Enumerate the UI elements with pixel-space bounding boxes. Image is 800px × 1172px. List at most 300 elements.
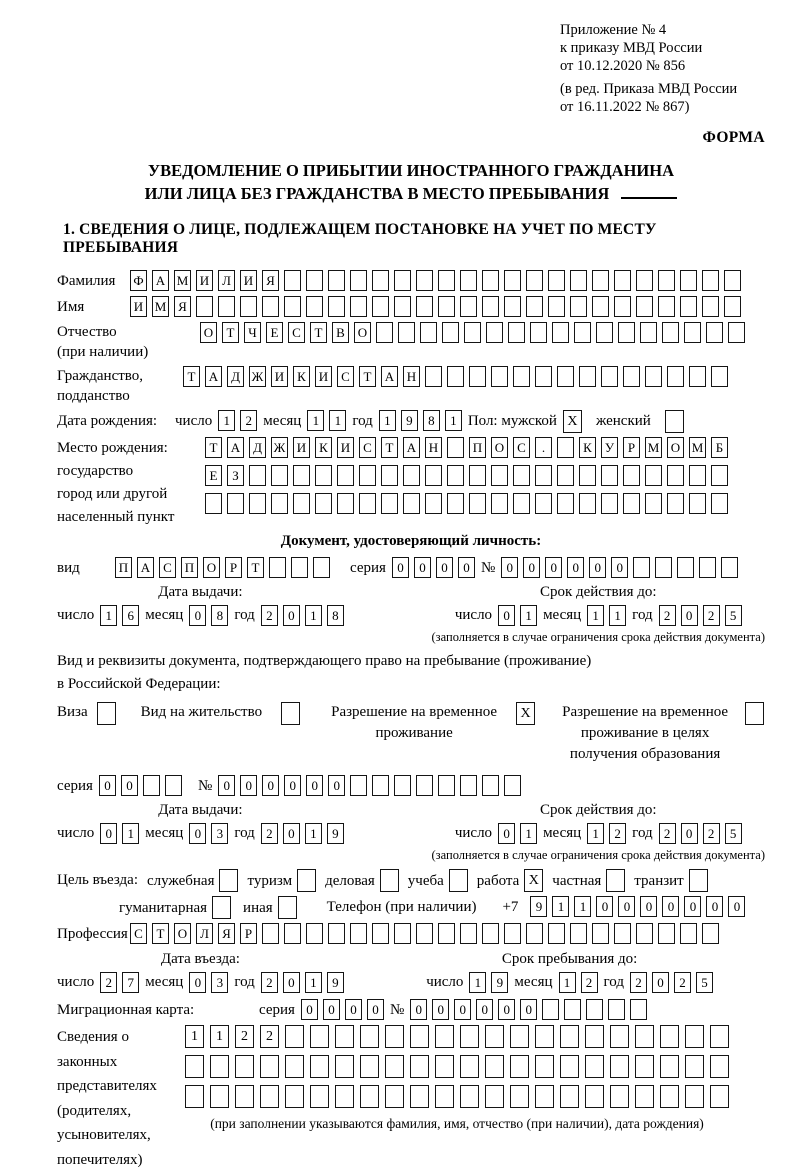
char-cell[interactable] — [438, 775, 455, 796]
char-cell[interactable] — [394, 296, 411, 317]
char-cell[interactable]: Т — [359, 366, 376, 387]
char-cell[interactable] — [667, 465, 684, 486]
char-cell[interactable] — [482, 923, 499, 944]
citizenship-cells[interactable] — [183, 366, 728, 387]
char-cell[interactable] — [660, 1055, 679, 1078]
char-cell[interactable] — [535, 1085, 554, 1108]
char-cell[interactable] — [560, 1085, 579, 1108]
char-cell[interactable] — [560, 1055, 579, 1078]
expiry-day-cells[interactable] — [498, 605, 537, 626]
char-cell[interactable] — [614, 270, 631, 291]
char-cell[interactable] — [504, 270, 521, 291]
char-cell[interactable]: 9 — [327, 972, 344, 993]
char-cell[interactable] — [658, 296, 675, 317]
char-cell[interactable] — [585, 1025, 604, 1048]
char-cell[interactable] — [542, 999, 559, 1020]
char-cell[interactable]: Н — [425, 437, 442, 458]
char-cell[interactable] — [442, 322, 459, 343]
char-cell[interactable]: 0 — [520, 999, 537, 1020]
char-cell[interactable] — [313, 557, 330, 578]
entry-year-cells[interactable] — [261, 972, 344, 993]
char-cell[interactable] — [482, 296, 499, 317]
expiry-year-cells[interactable] — [659, 605, 742, 626]
char-cell[interactable] — [585, 1085, 604, 1108]
char-cell[interactable] — [372, 270, 389, 291]
char-cell[interactable]: П — [115, 557, 132, 578]
char-cell[interactable] — [610, 1055, 629, 1078]
char-cell[interactable]: К — [315, 437, 332, 458]
char-cell[interactable]: З — [227, 465, 244, 486]
char-cell[interactable]: 0 — [436, 557, 453, 578]
char-cell[interactable] — [635, 1055, 654, 1078]
char-cell[interactable] — [510, 1025, 529, 1048]
char-cell[interactable]: 1 — [305, 605, 322, 626]
char-cell[interactable] — [570, 923, 587, 944]
char-cell[interactable]: 1 — [305, 972, 322, 993]
char-cell[interactable]: 0 — [498, 605, 515, 626]
char-cell[interactable]: 9 — [401, 410, 418, 431]
residence-expiry-day-cells[interactable] — [498, 823, 537, 844]
char-cell[interactable] — [610, 1085, 629, 1108]
residence-expiry-month-cells[interactable] — [587, 823, 626, 844]
char-cell[interactable] — [335, 1055, 354, 1078]
purpose-study-checkbox[interactable] — [449, 869, 468, 892]
char-cell[interactable] — [660, 1025, 679, 1048]
char-cell[interactable]: 0 — [410, 999, 427, 1020]
char-cell[interactable]: 0 — [454, 999, 471, 1020]
char-cell[interactable] — [485, 1025, 504, 1048]
char-cell[interactable]: С — [337, 366, 354, 387]
char-cell[interactable] — [513, 493, 530, 514]
char-cell[interactable]: X — [563, 410, 582, 433]
char-cell[interactable] — [552, 322, 569, 343]
char-cell[interactable] — [281, 702, 300, 725]
char-cell[interactable]: 1 — [210, 1025, 229, 1048]
char-cell[interactable]: А — [205, 366, 222, 387]
char-cell[interactable] — [579, 465, 596, 486]
char-cell[interactable] — [260, 1085, 279, 1108]
purpose-business-checkbox[interactable] — [380, 869, 399, 892]
char-cell[interactable] — [235, 1085, 254, 1108]
char-cell[interactable] — [218, 296, 235, 317]
char-cell[interactable]: И — [315, 366, 332, 387]
char-cell[interactable]: Т — [183, 366, 200, 387]
char-cell[interactable] — [359, 465, 376, 486]
char-cell[interactable] — [394, 775, 411, 796]
char-cell[interactable] — [636, 923, 653, 944]
char-cell[interactable]: 9 — [327, 823, 344, 844]
char-cell[interactable]: X — [516, 702, 535, 725]
char-cell[interactable]: Ч — [244, 322, 261, 343]
char-cell[interactable] — [585, 1055, 604, 1078]
char-cell[interactable]: 2 — [581, 972, 598, 993]
char-cell[interactable] — [606, 869, 625, 892]
char-cell[interactable]: 2 — [100, 972, 117, 993]
char-cell[interactable] — [360, 1025, 379, 1048]
char-cell[interactable] — [560, 1025, 579, 1048]
char-cell[interactable]: И — [196, 270, 213, 291]
char-cell[interactable]: X — [524, 869, 543, 892]
char-cell[interactable]: 0 — [392, 557, 409, 578]
char-cell[interactable] — [416, 923, 433, 944]
char-cell[interactable] — [535, 366, 552, 387]
char-cell[interactable] — [526, 270, 543, 291]
char-cell[interactable] — [328, 270, 345, 291]
char-cell[interactable] — [425, 493, 442, 514]
char-cell[interactable] — [460, 1055, 479, 1078]
birth-month-cells[interactable] — [307, 410, 346, 431]
char-cell[interactable] — [689, 465, 706, 486]
char-cell[interactable]: 1 — [379, 410, 396, 431]
birth-year-cells[interactable] — [379, 410, 462, 431]
char-cell[interactable] — [416, 775, 433, 796]
char-cell[interactable]: С — [159, 557, 176, 578]
char-cell[interactable]: 1 — [122, 823, 139, 844]
char-cell[interactable]: 0 — [501, 557, 518, 578]
char-cell[interactable] — [702, 296, 719, 317]
birth-place-row3[interactable] — [205, 493, 728, 514]
char-cell[interactable] — [711, 493, 728, 514]
char-cell[interactable] — [482, 270, 499, 291]
char-cell[interactable] — [486, 322, 503, 343]
char-cell[interactable] — [359, 493, 376, 514]
char-cell[interactable] — [335, 1085, 354, 1108]
char-cell[interactable]: 0 — [189, 823, 206, 844]
char-cell[interactable]: 5 — [696, 972, 713, 993]
char-cell[interactable] — [210, 1085, 229, 1108]
char-cell[interactable]: 2 — [674, 972, 691, 993]
char-cell[interactable]: И — [337, 437, 354, 458]
char-cell[interactable] — [592, 296, 609, 317]
char-cell[interactable]: 1 — [587, 605, 604, 626]
char-cell[interactable]: 0 — [498, 999, 515, 1020]
char-cell[interactable] — [284, 296, 301, 317]
char-cell[interactable] — [262, 923, 279, 944]
char-cell[interactable] — [469, 493, 486, 514]
char-cell[interactable]: 1 — [305, 823, 322, 844]
char-cell[interactable]: О — [203, 557, 220, 578]
char-cell[interactable]: 0 — [99, 775, 116, 796]
char-cell[interactable]: М — [645, 437, 662, 458]
char-cell[interactable]: 1 — [218, 410, 235, 431]
char-cell[interactable]: С — [359, 437, 376, 458]
female-checkbox[interactable] — [665, 410, 684, 433]
char-cell[interactable]: Я — [262, 270, 279, 291]
stay-day-cells[interactable] — [469, 972, 508, 993]
char-cell[interactable] — [721, 557, 738, 578]
char-cell[interactable]: А — [152, 270, 169, 291]
purpose-tourism-checkbox[interactable] — [297, 869, 316, 892]
char-cell[interactable]: 0 — [523, 557, 540, 578]
char-cell[interactable] — [460, 1025, 479, 1048]
char-cell[interactable] — [447, 493, 464, 514]
char-cell[interactable]: 2 — [261, 823, 278, 844]
char-cell[interactable] — [610, 1025, 629, 1048]
char-cell[interactable]: 2 — [659, 823, 676, 844]
char-cell[interactable]: 0 — [367, 999, 384, 1020]
char-cell[interactable] — [504, 296, 521, 317]
char-cell[interactable] — [328, 923, 345, 944]
char-cell[interactable] — [635, 1085, 654, 1108]
char-cell[interactable] — [601, 493, 618, 514]
char-cell[interactable]: 0 — [283, 972, 300, 993]
char-cell[interactable]: . — [535, 437, 552, 458]
char-cell[interactable] — [425, 366, 442, 387]
char-cell[interactable]: 0 — [728, 896, 745, 917]
char-cell[interactable]: 2 — [240, 410, 257, 431]
char-cell[interactable] — [416, 296, 433, 317]
char-cell[interactable] — [416, 270, 433, 291]
char-cell[interactable] — [645, 493, 662, 514]
char-cell[interactable]: 1 — [445, 410, 462, 431]
char-cell[interactable]: 1 — [100, 605, 117, 626]
char-cell[interactable] — [271, 465, 288, 486]
char-cell[interactable] — [485, 1085, 504, 1108]
char-cell[interactable] — [623, 493, 640, 514]
char-cell[interactable] — [535, 465, 552, 486]
migration-series-cells[interactable] — [301, 999, 384, 1020]
char-cell[interactable]: 0 — [218, 775, 235, 796]
char-cell[interactable]: 1 — [307, 410, 324, 431]
char-cell[interactable]: 1 — [520, 605, 537, 626]
char-cell[interactable] — [385, 1085, 404, 1108]
char-cell[interactable]: 0 — [414, 557, 431, 578]
char-cell[interactable] — [557, 465, 574, 486]
char-cell[interactable]: Е — [266, 322, 283, 343]
char-cell[interactable]: Ж — [271, 437, 288, 458]
char-cell[interactable]: 8 — [423, 410, 440, 431]
entry-day-cells[interactable] — [100, 972, 139, 993]
char-cell[interactable]: 0 — [432, 999, 449, 1020]
char-cell[interactable]: 0 — [476, 999, 493, 1020]
char-cell[interactable] — [310, 1055, 329, 1078]
char-cell[interactable]: Ж — [249, 366, 266, 387]
residence-series-cells[interactable] — [99, 775, 182, 796]
char-cell[interactable]: 1 — [559, 972, 576, 993]
char-cell[interactable]: О — [200, 322, 217, 343]
char-cell[interactable] — [660, 1085, 679, 1108]
purpose-other-checkbox[interactable] — [278, 896, 297, 919]
char-cell[interactable]: 0 — [189, 972, 206, 993]
char-cell[interactable]: 0 — [328, 775, 345, 796]
doc-number-cells[interactable] — [501, 557, 738, 578]
char-cell[interactable]: К — [579, 437, 596, 458]
char-cell[interactable] — [185, 1055, 204, 1078]
char-cell[interactable] — [210, 1055, 229, 1078]
char-cell[interactable] — [592, 270, 609, 291]
migration-number-cells[interactable] — [410, 999, 647, 1020]
char-cell[interactable]: 1 — [609, 605, 626, 626]
purpose-private-checkbox[interactable] — [606, 869, 625, 892]
char-cell[interactable] — [526, 923, 543, 944]
representatives-row2[interactable] — [185, 1055, 729, 1078]
char-cell[interactable] — [449, 869, 468, 892]
char-cell[interactable]: 2 — [703, 605, 720, 626]
char-cell[interactable] — [633, 557, 650, 578]
char-cell[interactable]: 0 — [545, 557, 562, 578]
char-cell[interactable]: 0 — [189, 605, 206, 626]
char-cell[interactable] — [372, 296, 389, 317]
stay-year-cells[interactable] — [630, 972, 713, 993]
char-cell[interactable]: 2 — [261, 972, 278, 993]
char-cell[interactable] — [491, 493, 508, 514]
char-cell[interactable] — [381, 465, 398, 486]
char-cell[interactable] — [262, 296, 279, 317]
char-cell[interactable] — [403, 465, 420, 486]
residence-permit-checkbox[interactable] — [281, 702, 300, 725]
doc-type-cells[interactable] — [115, 557, 330, 578]
char-cell[interactable] — [662, 322, 679, 343]
char-cell[interactable]: 7 — [122, 972, 139, 993]
char-cell[interactable]: 0 — [301, 999, 318, 1020]
char-cell[interactable] — [702, 923, 719, 944]
char-cell[interactable]: 0 — [706, 896, 723, 917]
purpose-humanitarian-checkbox[interactable] — [212, 896, 231, 919]
char-cell[interactable] — [196, 296, 213, 317]
char-cell[interactable]: 0 — [100, 823, 117, 844]
char-cell[interactable]: Л — [196, 923, 213, 944]
char-cell[interactable] — [360, 1055, 379, 1078]
char-cell[interactable]: С — [130, 923, 147, 944]
char-cell[interactable]: 0 — [262, 775, 279, 796]
char-cell[interactable]: Е — [205, 465, 222, 486]
char-cell[interactable]: А — [227, 437, 244, 458]
char-cell[interactable]: 0 — [652, 972, 669, 993]
char-cell[interactable] — [435, 1085, 454, 1108]
char-cell[interactable] — [447, 437, 464, 458]
char-cell[interactable] — [482, 775, 499, 796]
char-cell[interactable] — [491, 366, 508, 387]
char-cell[interactable] — [677, 557, 694, 578]
char-cell[interactable]: Р — [240, 923, 257, 944]
char-cell[interactable] — [608, 999, 625, 1020]
char-cell[interactable]: 2 — [703, 823, 720, 844]
char-cell[interactable] — [297, 869, 316, 892]
edu-permit-checkbox[interactable] — [745, 702, 764, 725]
char-cell[interactable] — [586, 999, 603, 1020]
char-cell[interactable]: 0 — [662, 896, 679, 917]
char-cell[interactable] — [614, 923, 631, 944]
char-cell[interactable] — [425, 465, 442, 486]
char-cell[interactable] — [636, 270, 653, 291]
representatives-row3[interactable] — [185, 1085, 729, 1108]
char-cell[interactable] — [249, 493, 266, 514]
phone-cells[interactable] — [530, 896, 745, 917]
char-cell[interactable] — [710, 1025, 729, 1048]
char-cell[interactable]: 0 — [458, 557, 475, 578]
expiry-month-cells[interactable] — [587, 605, 626, 626]
char-cell[interactable]: 9 — [491, 972, 508, 993]
char-cell[interactable] — [271, 493, 288, 514]
char-cell[interactable] — [630, 999, 647, 1020]
char-cell[interactable] — [249, 465, 266, 486]
char-cell[interactable]: 1 — [469, 972, 486, 993]
char-cell[interactable]: 0 — [684, 896, 701, 917]
char-cell[interactable] — [685, 1085, 704, 1108]
char-cell[interactable] — [380, 869, 399, 892]
char-cell[interactable] — [513, 465, 530, 486]
char-cell[interactable]: О — [354, 322, 371, 343]
char-cell[interactable]: 0 — [618, 896, 635, 917]
char-cell[interactable] — [635, 1025, 654, 1048]
representatives-row1[interactable] — [185, 1025, 729, 1048]
surname-cells[interactable] — [130, 270, 741, 291]
char-cell[interactable] — [315, 465, 332, 486]
char-cell[interactable]: 8 — [211, 605, 228, 626]
char-cell[interactable]: А — [381, 366, 398, 387]
char-cell[interactable] — [535, 1055, 554, 1078]
residence-number-cells[interactable] — [218, 775, 521, 796]
char-cell[interactable] — [469, 465, 486, 486]
char-cell[interactable] — [438, 296, 455, 317]
char-cell[interactable] — [205, 493, 222, 514]
char-cell[interactable] — [360, 1085, 379, 1108]
char-cell[interactable]: 1 — [329, 410, 346, 431]
char-cell[interactable] — [658, 923, 675, 944]
char-cell[interactable]: Т — [152, 923, 169, 944]
char-cell[interactable] — [710, 1055, 729, 1078]
char-cell[interactable]: 1 — [587, 823, 604, 844]
char-cell[interactable]: 0 — [589, 557, 606, 578]
char-cell[interactable] — [447, 465, 464, 486]
char-cell[interactable]: И — [240, 270, 257, 291]
char-cell[interactable] — [689, 493, 706, 514]
residence-expiry-year-cells[interactable] — [659, 823, 742, 844]
char-cell[interactable] — [504, 923, 521, 944]
char-cell[interactable] — [711, 465, 728, 486]
char-cell[interactable]: П — [469, 437, 486, 458]
char-cell[interactable] — [310, 1085, 329, 1108]
char-cell[interactable] — [381, 493, 398, 514]
char-cell[interactable] — [579, 493, 596, 514]
char-cell[interactable] — [579, 366, 596, 387]
char-cell[interactable] — [645, 366, 662, 387]
char-cell[interactable] — [548, 923, 565, 944]
issue-year-cells[interactable] — [261, 605, 344, 626]
temp-permit-checkbox[interactable] — [516, 702, 535, 725]
char-cell[interactable]: Л — [218, 270, 235, 291]
char-cell[interactable] — [435, 1055, 454, 1078]
char-cell[interactable]: 0 — [567, 557, 584, 578]
char-cell[interactable] — [510, 1085, 529, 1108]
char-cell[interactable] — [438, 270, 455, 291]
char-cell[interactable]: 1 — [574, 896, 591, 917]
char-cell[interactable] — [394, 270, 411, 291]
char-cell[interactable] — [684, 322, 701, 343]
char-cell[interactable]: 0 — [681, 605, 698, 626]
char-cell[interactable] — [435, 1025, 454, 1048]
char-cell[interactable] — [601, 366, 618, 387]
char-cell[interactable] — [97, 702, 116, 725]
char-cell[interactable] — [372, 775, 389, 796]
char-cell[interactable]: У — [601, 437, 618, 458]
char-cell[interactable]: 0 — [283, 605, 300, 626]
firstname-cells[interactable] — [130, 296, 741, 317]
char-cell[interactable] — [165, 775, 182, 796]
char-cell[interactable] — [410, 1085, 429, 1108]
char-cell[interactable] — [564, 999, 581, 1020]
char-cell[interactable] — [667, 366, 684, 387]
char-cell[interactable]: 3 — [211, 823, 228, 844]
char-cell[interactable]: Р — [623, 437, 640, 458]
char-cell[interactable] — [260, 1055, 279, 1078]
char-cell[interactable]: Т — [222, 322, 239, 343]
stay-month-cells[interactable] — [559, 972, 598, 993]
char-cell[interactable]: О — [174, 923, 191, 944]
char-cell[interactable]: Т — [310, 322, 327, 343]
char-cell[interactable] — [403, 493, 420, 514]
char-cell[interactable] — [510, 1055, 529, 1078]
